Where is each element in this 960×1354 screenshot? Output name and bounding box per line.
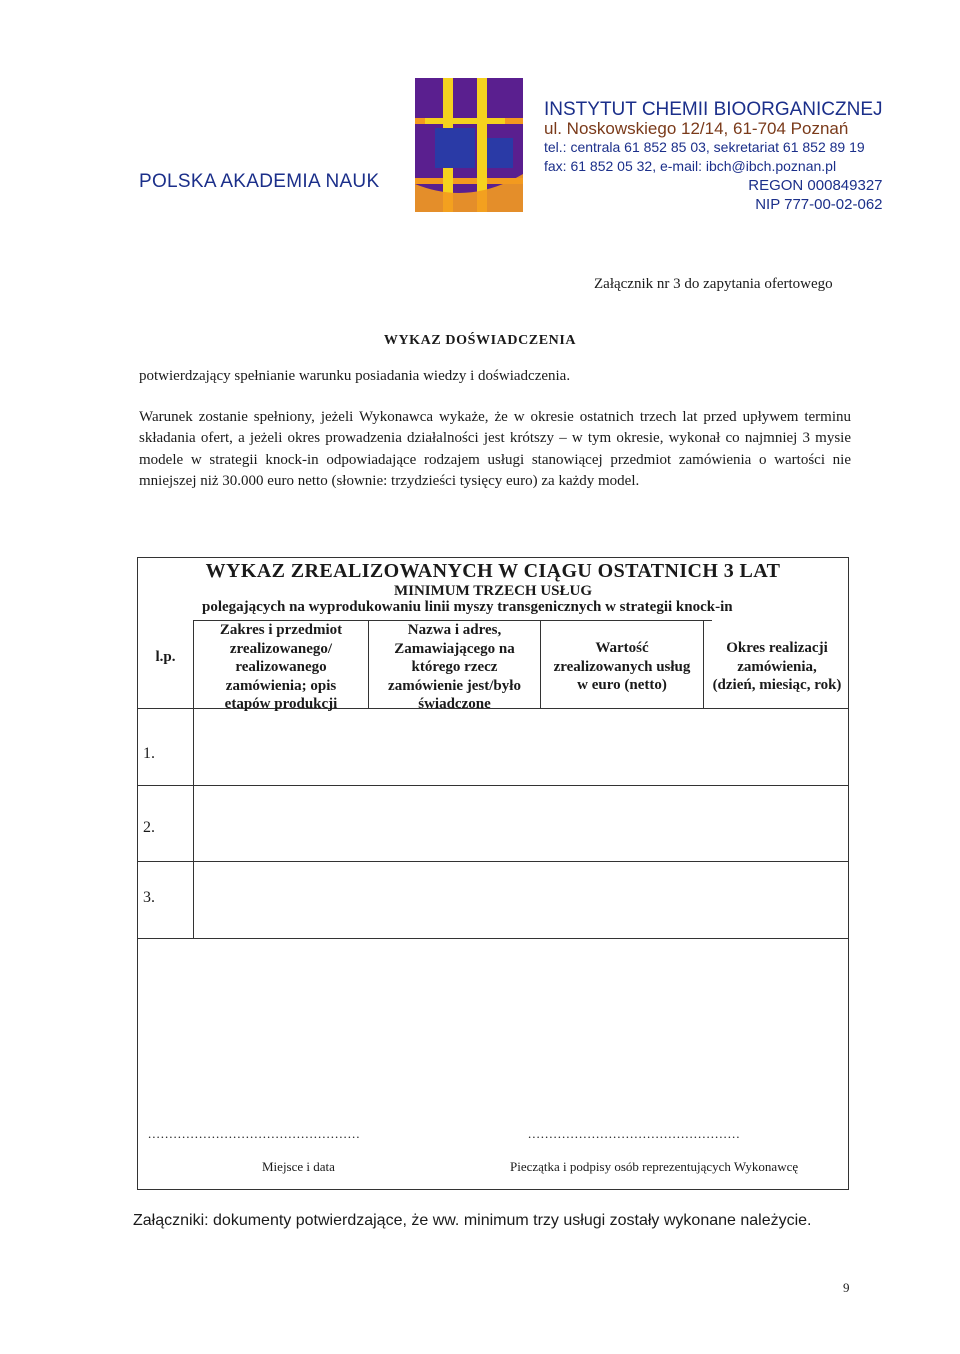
header-line: Okres realizacji bbox=[726, 640, 828, 656]
column-header-period bbox=[704, 639, 850, 695]
institute-regon: REGON 000849327 bbox=[748, 177, 883, 194]
header-line: świadczone bbox=[418, 696, 491, 712]
row-divider bbox=[138, 861, 848, 862]
column-header-lp: l.p. bbox=[155, 649, 176, 665]
academy-name: POLSKA AKADEMIA NAUK bbox=[139, 171, 380, 192]
table-title: WYKAZ ZREALIZOWANYCH W CIĄGU OSTATNICH 3 LAT bbox=[205, 560, 781, 582]
header-line: w euro (netto) bbox=[577, 677, 667, 693]
header-line: zamówienia, bbox=[737, 658, 817, 675]
annex-label: Załącznik nr 3 do zapytania ofertowego bbox=[594, 276, 833, 292]
row-number: 1. bbox=[143, 745, 155, 762]
institute-phones: tel.: centrala 61 852 85 03, sekretariat 61 852 89 19 bbox=[544, 139, 865, 155]
header-line: Wartość bbox=[595, 640, 649, 656]
document-title: WYKAZ DOŚWIADCZENIA bbox=[383, 333, 577, 348]
header-line: którego rzecz bbox=[411, 659, 498, 675]
place-date-dots: .................................................. bbox=[148, 1126, 361, 1141]
row-number: 2. bbox=[143, 819, 155, 836]
institute-block bbox=[544, 100, 883, 214]
header-line: zamówienia; opis bbox=[225, 677, 337, 694]
row-number: 3. bbox=[143, 889, 155, 906]
header-line: Nazwa i adres, bbox=[407, 622, 502, 638]
institute-nip: NIP 777-00-02-062 bbox=[755, 196, 883, 213]
institute-name: INSTYTUT CHEMII BIOORGANICZNEJ bbox=[544, 99, 883, 120]
institute-fax-email: fax: 61 852 05 32, e-mail: ibch@ibch.poznan.pl bbox=[544, 158, 837, 174]
header-line: (dzień, miesiąc, rok) bbox=[712, 677, 842, 693]
header-line: realizowanego bbox=[235, 659, 327, 675]
table-subtitle: MINIMUM TRZECH USŁUG bbox=[393, 583, 593, 599]
header-line: zrealizowanych usług bbox=[553, 658, 691, 675]
page-number: 9 bbox=[843, 1280, 850, 1295]
header-line: zamówienie jest/było bbox=[388, 677, 521, 694]
attachments-note: Załączniki: dokumenty potwierdzające, że ww. minimum trzy usługi zostały wykonane należycie. bbox=[133, 1212, 812, 1229]
condition-paragraph: Warunek zostanie spełniony, jeżeli Wykonawca wykaże, że w okresie ostatnich trzech lat przed upływem terminu składania ofert, a jeżeli okres prowadzenia działalności jest krótszy – w tym okresie, wykonał co najmniej 3 mysie modele w strategii knock-in odpowiadające rodzajem usługi stanowiącej przedmiot zamówienia o wartości nie mniejszej niż 30.000 euro netto (słownie: trzydzieści tysięcy euro) za każdy model. bbox=[139, 409, 851, 489]
column-header-value bbox=[541, 639, 703, 695]
row-divider bbox=[138, 785, 848, 786]
header-line: Zamawiającego na bbox=[394, 640, 515, 657]
stamp-caption: Pieczątka i podpisy osób reprezentujących Wykonawcę bbox=[510, 1159, 799, 1174]
document-subtitle: potwierdzający spełnianie warunku posiadania wiedzy i doświadczenia. bbox=[139, 368, 571, 384]
experience-table bbox=[137, 557, 849, 1190]
institute-address: ul. Noskowskiego 12/14, 61-704 Poznań bbox=[544, 119, 849, 138]
header-line: zrealizowanego/ bbox=[229, 640, 333, 657]
table-scope-line: polegających na wyprodukowaniu linii myszy transgenicznych w strategii knock-in bbox=[202, 599, 733, 615]
place-date-caption: Miejsce i data bbox=[262, 1159, 335, 1174]
stamp-dots: .................................................. bbox=[528, 1126, 741, 1141]
institute-logo-icon bbox=[415, 78, 523, 212]
row-divider bbox=[138, 938, 848, 939]
header-line: Zakres i przedmiot bbox=[219, 622, 343, 638]
column-header-scope bbox=[194, 621, 368, 714]
column-header-client bbox=[369, 621, 540, 714]
header-line: etapów produkcji bbox=[224, 696, 338, 712]
